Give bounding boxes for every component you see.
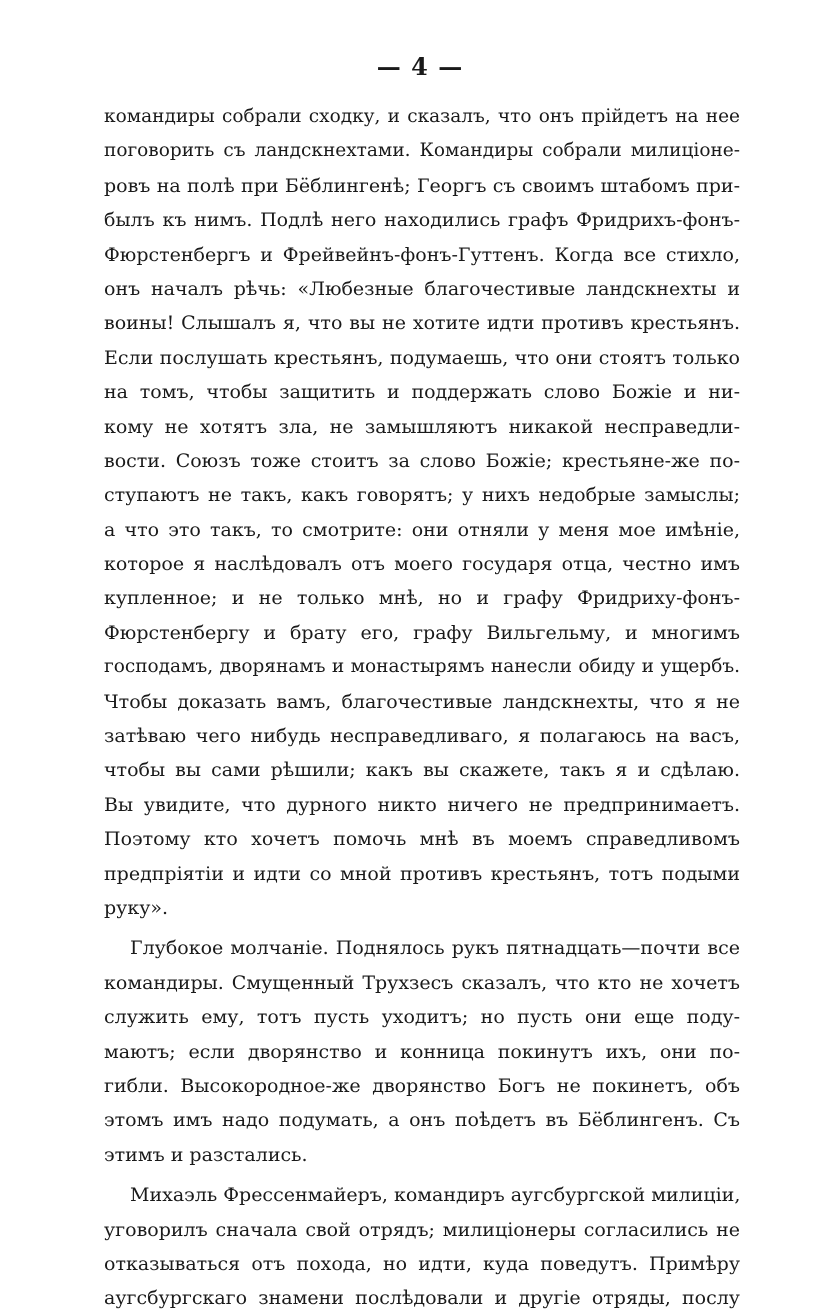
paragraph-1 xyxy=(104,100,740,925)
text-line: кому не хотятъ зла, не замышляютъ никакой несправедли- xyxy=(104,415,740,438)
text-line: Вы увидите, что дурного никто ничего не предпринимаетъ. xyxy=(104,793,740,816)
text-line: купленное; и не только мнѣ, но и графу Фридриху-фонъ- xyxy=(104,587,740,610)
text-line: ступаютъ не такъ, какъ говорятъ; у нихъ недобрые замыслы; xyxy=(104,484,740,507)
text-line: Фюрстенбергу и брату его, графу Вильгельму, и многимъ xyxy=(104,621,740,644)
text-line: уговорилъ сначала свой отрядъ; милиціонеры согласились не xyxy=(104,1218,740,1241)
text-line: руку». xyxy=(104,896,169,919)
text-line: гибли. Высокородное-же дворянство Богъ не покинетъ, объ xyxy=(104,1074,740,1097)
text-line: Глубокое молчаніе. Поднялось рукъ пятнадцать—почти все xyxy=(130,937,740,960)
text-line: этимъ и разстались. xyxy=(104,1143,308,1166)
paragraph-3 xyxy=(104,1178,740,1316)
text-line: этомъ имъ надо подумать, а онъ поѣдетъ въ Бёблингенъ. Съ xyxy=(104,1109,740,1132)
text-line: отказываться отъ похода, но идти, куда поведутъ. Примѣру xyxy=(104,1252,740,1275)
text-line: командиры собрали сходку, и сказалъ, что онъ прійдетъ на нее xyxy=(104,106,740,127)
text-line: Михаэль Фрессенмайеръ, командиръ аугсбургской милиціи, xyxy=(130,1184,741,1207)
text-line: воины! Слышалъ я, что вы не хотите идти противъ крестьянъ. xyxy=(104,312,740,335)
text-line: Чтобы доказать вамъ, благочестивые ландскнехты, что я не xyxy=(104,690,740,713)
text-line: а что это такъ, то смотрите: они отняли у меня мое имѣніе, xyxy=(104,518,740,541)
text-line: господамъ, дворянамъ и монастырямъ нанесли обиду и ущербъ. xyxy=(104,656,740,678)
body-text xyxy=(104,100,740,1316)
text-line: предпріятіи и идти со мной противъ крестьянъ, тотъ подыми xyxy=(104,862,740,885)
text-line: былъ къ нимъ. Подлѣ него находились графъ Фридрихъ-фонъ- xyxy=(104,209,740,232)
text-line: на томъ, чтобы защитить и поддержать слово Божіе и ни- xyxy=(104,381,740,404)
text-line: онъ началъ рѣчь: «Любезные благочестивые ландскнехты и xyxy=(104,277,740,300)
text-line: Поэтому кто хочетъ помочь мнѣ въ моемъ справедливомъ xyxy=(104,828,740,851)
text-line: Фюрстенбергъ и Фрейвейнъ-фонъ-Гуттенъ. Когда все стихло, xyxy=(104,243,740,266)
text-line: поговорить съ ландскнехтами. Командиры собрали милиціоне- xyxy=(104,140,740,162)
text-line: чтобы вы сами рѣшили; какъ вы скажете, такъ я и сдѣлаю. xyxy=(104,759,740,782)
text-line: ровъ на полѣ при Бёблингенѣ; Георгъ съ своимъ штабомъ при- xyxy=(104,174,740,197)
text-line: аугсбургскаго знамени послѣдовали и другіе отряды, послу xyxy=(104,1287,740,1310)
text-line: командиры. Смущенный Трухзесъ сказалъ, что кто не хочетъ xyxy=(104,971,740,994)
text-line: служить ему, тотъ пусть уходитъ; но пусть они еще поду- xyxy=(104,1006,740,1029)
text-line: Если послушать крестьянъ, подумаешь, что они стоятъ только xyxy=(104,346,740,369)
page-number: — 4 — xyxy=(376,52,464,81)
paragraph-2 xyxy=(104,931,740,1172)
text-line: вости. Союзъ тоже стоитъ за слово Божіе; крестьяне-же по- xyxy=(104,449,740,472)
text-line: затѣваю чего нибудь несправедливаго, я полагаюсь на васъ, xyxy=(104,725,740,748)
text-line: которое я наслѣдовалъ отъ моего государя отца, честно имъ xyxy=(104,553,740,576)
text-line: маютъ; если дворянство и конница покинутъ ихъ, они по- xyxy=(104,1040,740,1063)
